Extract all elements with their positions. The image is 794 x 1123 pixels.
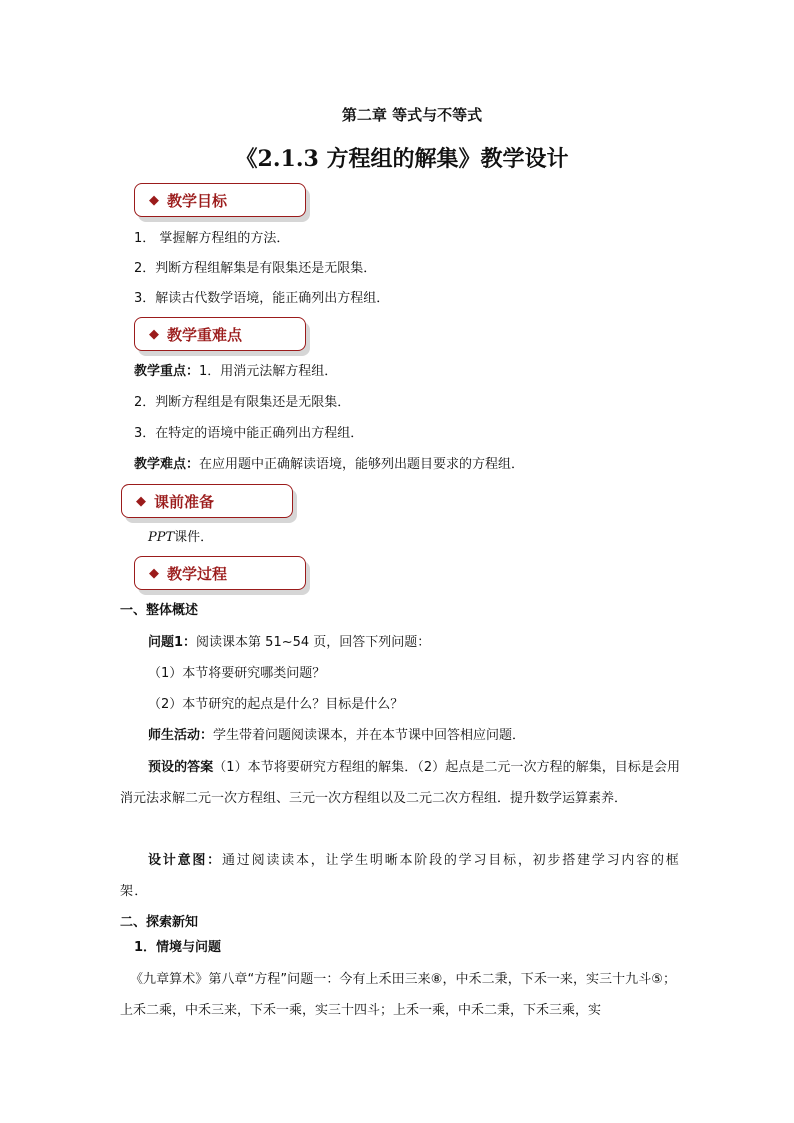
question1 — [148, 633, 430, 653]
focus-line — [134, 362, 337, 382]
goal-item: 3．解读古代数学语境，能正确列出方程组． — [134, 291, 390, 306]
diamond-icon: ◆ — [136, 493, 146, 509]
activity-line — [148, 726, 525, 746]
answer-text: （1）本节将要研究方程组的解集．（2）起点是二元一次方程的解集，目标是会用消元法求解二元一次方程组、三元一次方程组以及二元二次方程组．提升数学运算素养． — [120, 760, 680, 806]
focus-first: 1．用消元法解方程组． — [199, 364, 338, 379]
question1-label: 问题1： — [148, 635, 197, 650]
question1-text: 阅读课本第 51~54 页，回答下列问题： — [196, 635, 431, 650]
focus-label: 教学重点： — [134, 364, 200, 379]
answer-paragraph — [120, 752, 680, 814]
difficulty-text: 在应用题中正确解读语境，能够列出题目要求的方程组． — [199, 457, 525, 472]
ppt-word: PPT — [148, 530, 175, 545]
question1-sub: （1）本节将要研究哪类问题？ — [148, 666, 326, 681]
intent-text: 通过阅读读本，让学生明晰本阶段的学习目标，初步搭建学习内容的框架． — [120, 853, 680, 899]
focus-item: 2．判断方程组是有限集还是无限集． — [134, 395, 351, 410]
sub1-heading: 1．情境与问题 — [134, 940, 222, 955]
section-prep-header — [121, 484, 293, 518]
goal-item: 2．判断方程组解集是有限集还是无限集． — [134, 261, 377, 276]
answer-label: 预设的答案 — [148, 760, 214, 775]
difficulty-label: 教学难点： — [134, 457, 200, 472]
section-process-header — [134, 556, 306, 590]
intent-label: 设计意图： — [148, 853, 222, 868]
intent-paragraph — [120, 845, 680, 907]
prep-text — [148, 528, 213, 548]
section-keypoints-header — [134, 317, 306, 351]
section-goals-header — [134, 183, 306, 217]
diamond-icon: ◆ — [149, 326, 159, 342]
diamond-icon: ◆ — [149, 565, 159, 581]
section-keypoints-label: 教学重难点 — [167, 325, 243, 344]
context-paragraph: 《九章算术》第八章“方程”问题一：今有上禾田三来⑧，中禾二秉，下禾一来，实三十九斗⑤；上禾二乘，中禾三来，下禾一乘，实三十四斗；上禾一乘，中禾二秉，下禾三乘，实 — [120, 972, 676, 1018]
activity-label: 师生活动： — [148, 728, 214, 743]
part1-heading: 一、整体概述 — [120, 603, 199, 618]
focus-item: 3．在特定的语境中能正确列出方程组． — [134, 426, 364, 441]
page-title: 《2.1.3 方程组的解集》教学设计 — [235, 146, 569, 172]
diamond-icon: ◆ — [149, 192, 159, 208]
difficulty-line — [134, 455, 524, 475]
part2-heading: 二、探索新知 — [120, 915, 199, 930]
prep-rest: 课件． — [174, 530, 214, 545]
section-goals-label: 教学目标 — [167, 191, 228, 210]
question1-sub: （2）本节研究的起点是什么？目标是什么？ — [148, 697, 404, 712]
goal-item: 1． 掌握解方程组的方法． — [134, 231, 290, 246]
section-prep-label: 课前准备 — [154, 492, 215, 511]
chapter-heading: 第二章 等式与不等式 — [341, 106, 483, 124]
section-process-label: 教学过程 — [167, 564, 228, 583]
activity-text: 学生带着问题阅读课本，并在本节课中回答相应问题． — [213, 728, 526, 743]
